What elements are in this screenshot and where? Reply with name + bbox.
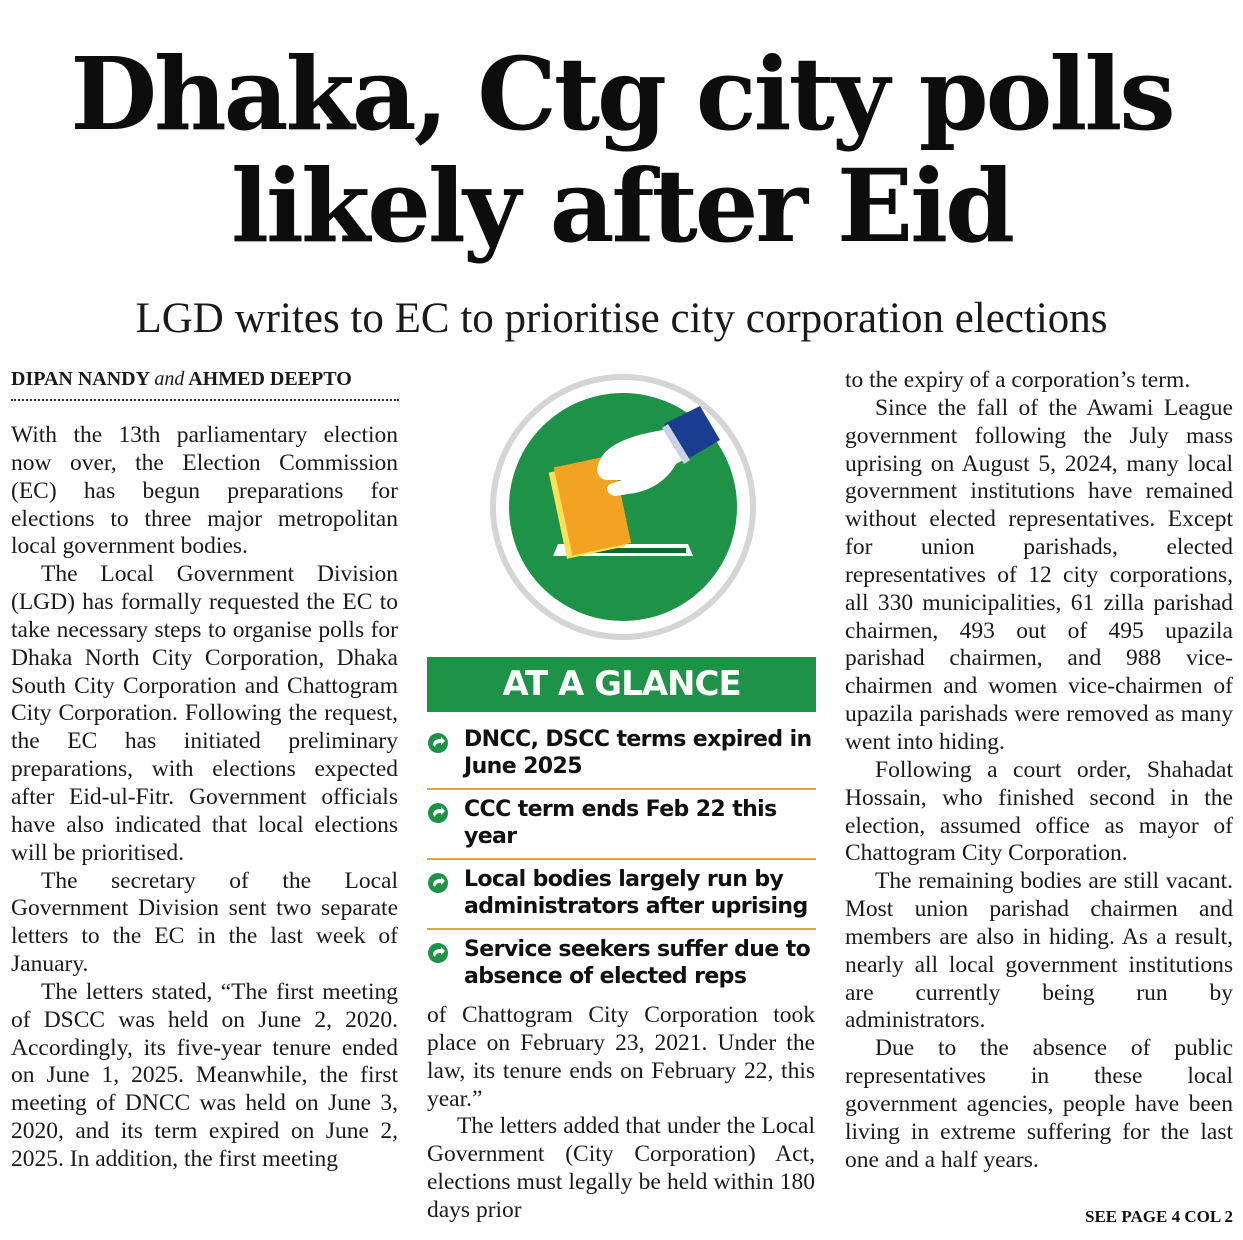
arrow-bullet-icon [427, 936, 464, 968]
headline [0, 35, 1243, 265]
headline-line-1: Dhaka, Ctg city polls [70, 35, 1173, 153]
glance-item-text: CCC term ends Feb 22 this year [464, 797, 777, 849]
glance-item [427, 720, 816, 790]
glance-item [427, 860, 816, 930]
ballot-box-icon [488, 372, 758, 642]
paragraph: Due to the absence of public representatives in these local government agencies, people have been living in extreme suffering for the last one and a half years. [845, 1035, 1233, 1173]
glance-item-text: DNCC, DSCC terms expired in June 2025 [464, 727, 812, 779]
at-a-glance-list [427, 720, 816, 998]
paragraph: The letters added that under the Local Government (City Corporation) Act, elections must legally be held within 180 days prior [427, 1113, 815, 1223]
arrow-bullet-icon [427, 866, 464, 898]
paragraph: The secretary of the Local Government Division sent two separate letters to the EC in the last week of January. [11, 867, 398, 978]
arrow-bullet-icon [427, 796, 464, 828]
paragraph: The remaining bodies are still vacant. Most union parishad chairmen and members are also in hiding. As a result, nearly all local government institutions are currently being run by administrators. [845, 868, 1233, 1034]
byline-connector: and [154, 368, 185, 390]
at-a-glance-header: AT A GLANCE [427, 657, 816, 712]
continuation-note: SEE PAGE 4 COL 2 [1085, 1207, 1233, 1226]
paragraph: Since the fall of the Awami League government following the July mass uprising on August 5, 2024, many local government institutions have remained without elected representatives. Except for union parishads, elected representatives of 12 city corporations, all 330 municipalities, 61 zilla parishad chairmen, 493 out of 495 upazila parishad chairmen, and 988 vice-chairmen and women vice-chairmen of upazila parishads were removed as many went into hiding. [845, 394, 1233, 755]
author-1: DIPAN NANDY [11, 368, 150, 390]
paragraph: The letters stated, “The first meeting of DSCC was held on June 2, 2020. Accordingly, its five-year tenure ended on June 1, 2025. Meanwhile, the first meeting of DNCC was held on June 3, 2020, and its term expired on June 2, 2025. In addition, the first meeting [11, 978, 398, 1172]
paragraph: With the 13th parliamentary election now over, the Election Commission (EC) has begun preparations for elections to three major metropolitan local government bodies. [11, 422, 398, 560]
paragraph: of Chattogram City Corporation took place on February 23, 2021. Under the law, its tenure ends on February 22, this year.” [427, 1002, 815, 1112]
glance-item-text: Local bodies largely run by administrators after uprising [464, 867, 808, 919]
glance-item [427, 930, 816, 998]
paragraph: The Local Government Division (LGD) has formally requested the EC to take necessary steps to organise polls for Dhaka North City Corporation, Dhaka South City Corporation and Chattogram City Corporation. Following the request, the EC has initiated preliminary preparations, with elections expected after Eid-ul-Fitr. Government officials have also indicated that local elections will be prioritised. [11, 561, 398, 866]
author-2: AHMED DEEPTO [188, 368, 352, 390]
paragraph: Following a court order, Shahadat Hossain, who finished second in the election, assumed office as mayor of Chattogram City Corporation. [845, 756, 1233, 867]
subheadline: LGD writes to EC to prioritise city corporation elections [135, 295, 1108, 342]
article-column-3 [845, 367, 1233, 1174]
glance-item-text: Service seekers suffer due to absence of elected reps [464, 937, 811, 989]
article-column-1 [11, 422, 398, 1174]
headline-line-2: likely after Eid [230, 147, 1013, 265]
byline [11, 368, 399, 401]
arrow-bullet-icon [427, 726, 464, 758]
glance-item [427, 790, 816, 860]
article-column-2 [427, 1002, 815, 1225]
paragraph: to the expiry of a corporation’s term. [845, 367, 1191, 393]
